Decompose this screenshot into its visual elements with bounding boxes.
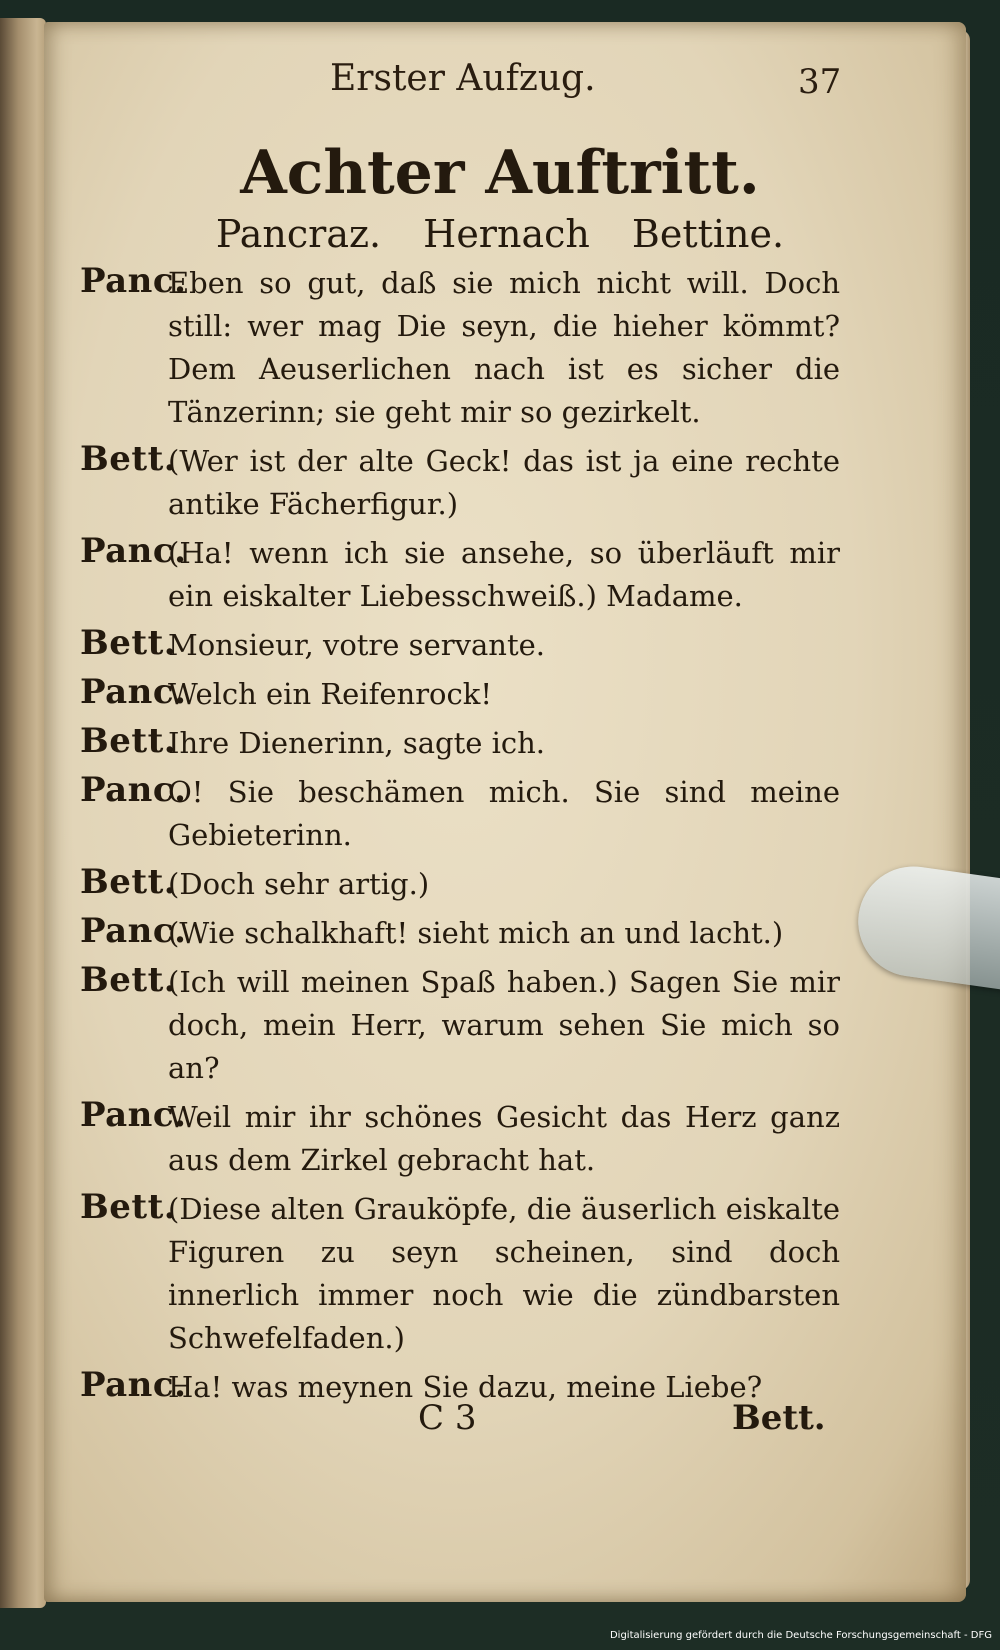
speaker-label: Panc. [80, 911, 187, 951]
dialogue-entry [80, 863, 840, 906]
dialogue-entry [80, 624, 840, 667]
speech-text: O! Sie beschämen mich. Sie sind meine Gebieterinn. [168, 775, 840, 852]
dialogue-entry [80, 262, 840, 434]
dialogue-entry [80, 961, 840, 1090]
speech-text: (Wie schalkhaft! sieht mich an und lacht.) [168, 916, 784, 950]
dialogue-entry [80, 532, 840, 618]
speaker-label: Panc. [80, 1095, 187, 1135]
catchword: Bett. [732, 1398, 826, 1438]
speech-text: Ha! was meynen Sie dazu, meine Liebe? [168, 1370, 763, 1404]
speech-text: (Doch sehr artig.) [168, 867, 430, 901]
scene-title: Achter Auftritt. [240, 138, 760, 208]
speech-text: (Wer ist der alte Geck! das ist ja eine rechte antike Fächerfigur.) [168, 444, 840, 521]
speaker-label: Panc. [80, 261, 187, 301]
speaker-label: Panc. [80, 531, 187, 571]
speech-text: Weil mir ihr schönes Gesicht das Herz ganz aus dem Zirkel gebracht hat. [168, 1100, 840, 1177]
dialogue-entry [80, 771, 840, 857]
speech-text: (Ha! wenn ich sie ansehe, so überläuft mir ein eiskalter Liebesschweiß.) Madame. [168, 536, 840, 613]
dialogue-entry [80, 722, 840, 765]
speech-text: (Ich will meinen Spaß haben.) Sagen Sie mir doch, mein Herr, warum sehen Sie mich so an? [168, 965, 840, 1085]
speaker-label: Bett. [80, 862, 177, 902]
dialogue-entry [80, 440, 840, 526]
dialogue-body [80, 262, 840, 1415]
dialogue-entry [80, 673, 840, 716]
speech-text: (Diese alten Grauköpfe, die äuserlich eiskalte Figuren zu seyn scheinen, sind doch innerlich immer noch wie die zündbarsten Schwefelfaden.) [168, 1192, 840, 1355]
speaker-label: Bett. [80, 623, 177, 663]
digitization-credit: Digitalisierung gefördert durch die Deutsche Forschungsgemeinschaft - DFG [609, 1630, 992, 1641]
speaker-label: Panc. [80, 1365, 187, 1405]
speaker-label: Panc. [80, 672, 187, 712]
speech-text: Welch ein Reifenrock! [168, 677, 492, 711]
speech-text: Monsieur, votre servante. [168, 628, 545, 662]
speaker-label: Bett. [80, 1187, 177, 1227]
speaker-label: Bett. [80, 960, 177, 1000]
facing-page-edge [0, 18, 46, 1608]
dialogue-entry [80, 912, 840, 955]
page-number: 37 [798, 62, 842, 102]
speech-text: Eben so gut, daß sie mich nicht will. Doch still: wer mag Die seyn, die hieher kömmt? Dem Aeuserlichen nach ist es sicher die Tänzerinn; sie geht mir so gezirkelt. [168, 266, 840, 429]
speaker-label: Bett. [80, 721, 177, 761]
speaker-label: Panc. [80, 770, 187, 810]
signature-mark: C 3 [418, 1398, 477, 1438]
speech-text: Ihre Dienerinn, sagte ich. [168, 726, 546, 760]
speaker-label: Bett. [80, 439, 177, 479]
dialogue-entry [80, 1096, 840, 1182]
dialogue-entry [80, 1188, 840, 1360]
character-list: Pancraz. Hernach Bettine. [215, 212, 785, 256]
running-head: Erster Aufzug. [330, 58, 596, 99]
